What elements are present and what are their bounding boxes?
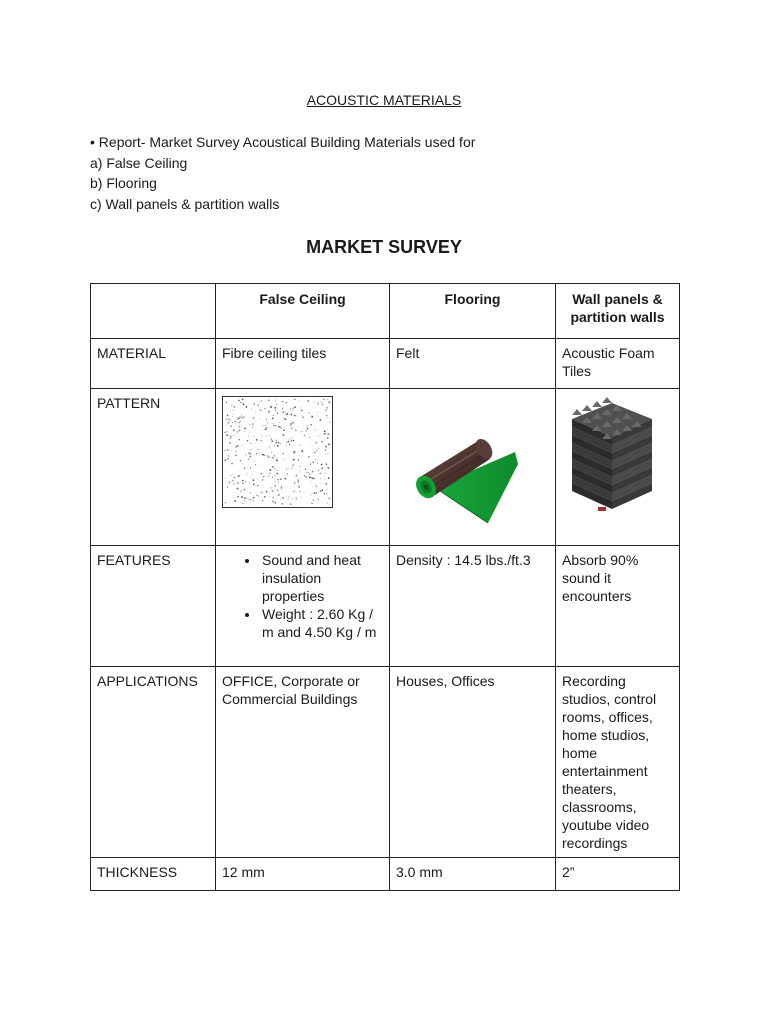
fibre-ceiling-tile-image [222,396,333,508]
intro-line-false-ceiling: a) False Ceiling [90,154,188,171]
table-row-pattern [91,389,680,546]
table-row-features [91,546,680,667]
market-survey-table [90,283,680,891]
features-wall-panels: Absorb 90% sound it encounters [556,546,680,667]
acoustic-foam-stack-image [556,389,680,535]
felt-roll-image [390,389,556,535]
header-empty-cell [91,284,216,339]
header-false-ceiling: False Ceiling [216,284,390,339]
table-row-material [91,339,680,389]
row-label-thickness: THICKNESS [91,858,216,891]
pattern-wall-panels-cell [556,389,680,546]
list-item: • Weight : 2.60 Kg / m and 4.50 Kg / m [260,605,383,641]
applications-wall-panels: Recording studios, control rooms, offices, home studios, home entertainment theaters, classrooms, youtube video recordings [556,667,680,858]
intro-line-flooring: b) Flooring [90,175,157,191]
section-heading: MARKET SURVEY [306,237,462,257]
intro-line-wall-panels: c) Wall panels & partition walls [90,195,280,212]
features-flooring: Density : 14.5 lbs./ft.3 [390,546,556,667]
pattern-flooring-cell [390,389,556,546]
list-item: • Sound and heat insulation properties [260,551,383,605]
table-row-applications [91,667,680,858]
features-false-ceiling [216,546,390,667]
row-label-applications: APPLICATIONS [91,667,216,858]
material-flooring: Felt [390,339,556,389]
header-flooring: Flooring [390,284,556,339]
material-false-ceiling: Fibre ceiling tiles [216,339,390,389]
intro-line-report: • Report- Market Survey Acoustical Building Materials used for [90,134,476,150]
intro-text [90,132,475,214]
header-wall-panels: Wall panels & partition walls [556,284,680,339]
applications-flooring: Houses, Offices [390,667,556,858]
row-label-material: MATERIAL [91,339,216,389]
thickness-false-ceiling: 12 mm [216,858,390,891]
table-header-row [91,284,680,339]
document-title: ACOUSTIC MATERIALS [306,92,462,108]
material-wall-panels: Acoustic Foam Tiles [556,339,680,389]
row-label-pattern: PATTERN [91,389,216,546]
row-label-features: FEATURES [91,546,216,667]
pattern-false-ceiling-cell [216,389,390,546]
table-row-thickness [91,858,680,891]
thickness-wall-panels: 2” [556,858,680,891]
applications-false-ceiling: OFFICE, Corporate or Commercial Buildings [216,667,390,858]
features-list [216,551,383,641]
thickness-flooring: 3.0 mm [390,858,556,891]
